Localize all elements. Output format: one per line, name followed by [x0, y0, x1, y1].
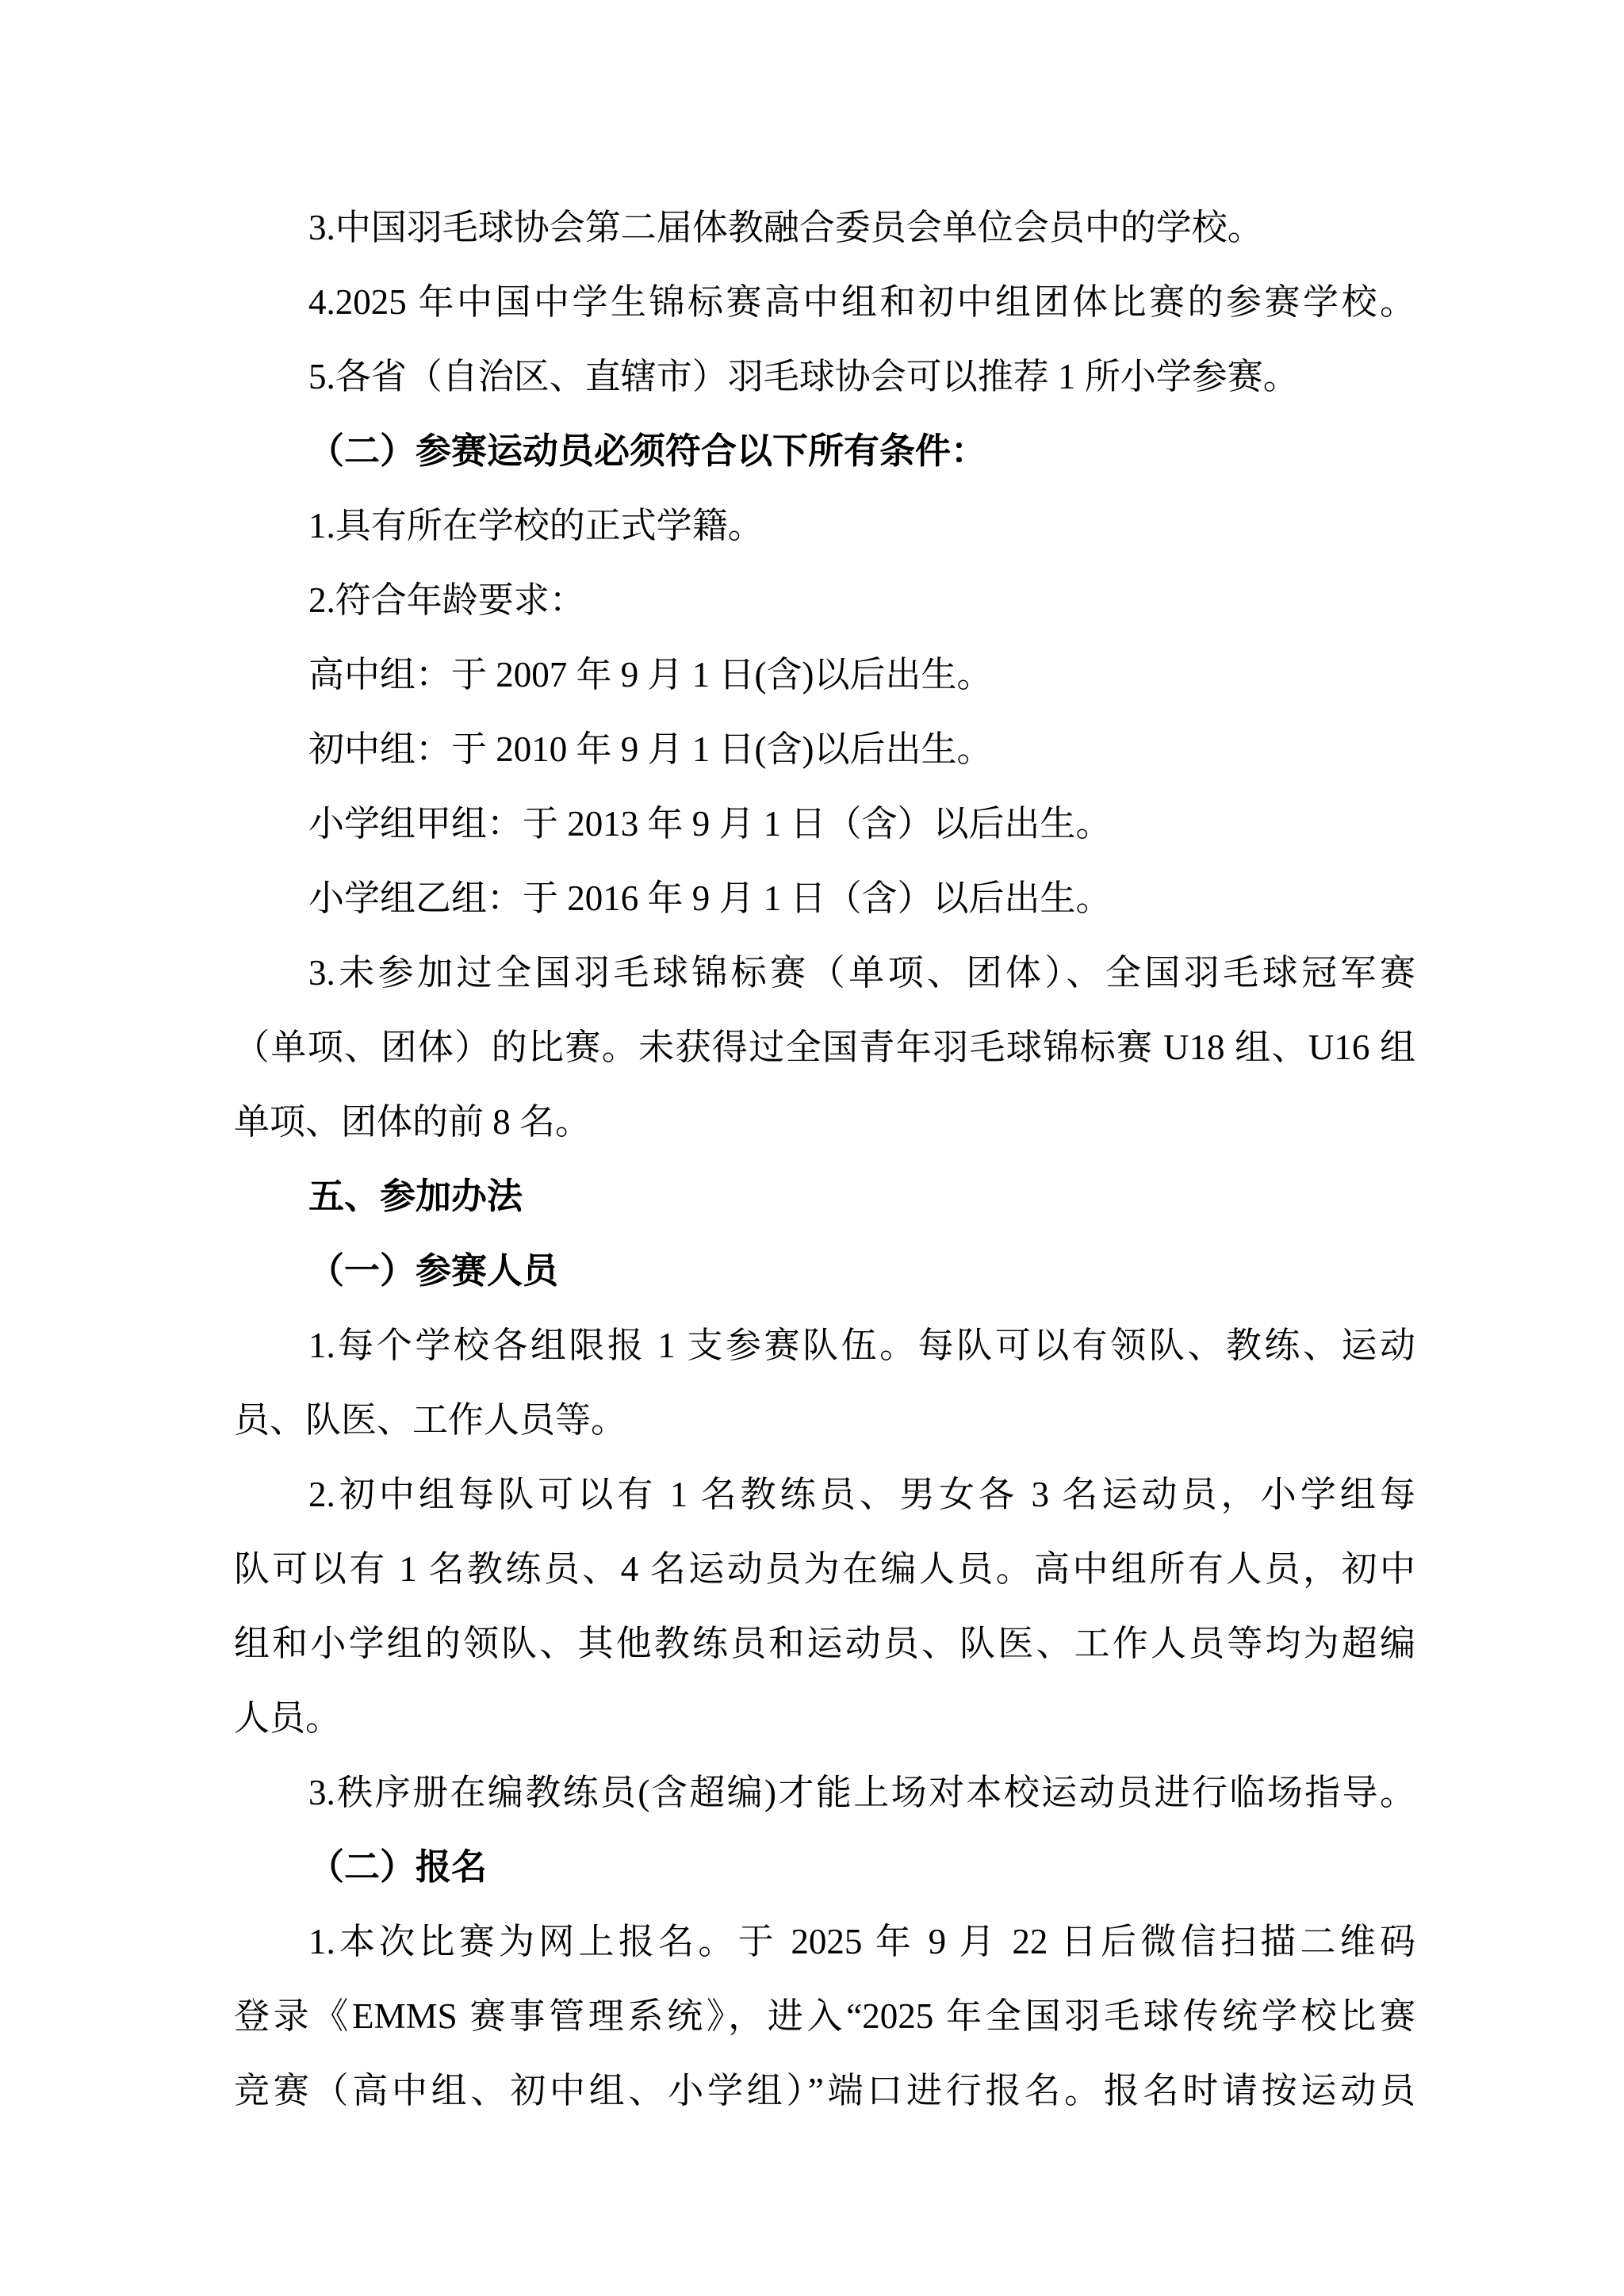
body-text-line: 初中组：于 2010 年 9 月 1 日(含)以后出生。 — [308, 729, 993, 769]
body-text-line: 单项、团体的前 8 名。 — [234, 1102, 592, 1142]
body-text-line: 2.符合年龄要求： — [308, 580, 585, 620]
subheading-line: （二）参赛运动员必须符合以下所有条件： — [308, 431, 987, 471]
body-text-line: 5.各省（自治区、直辖市）羽毛球协会可以推荐 1 所小学参赛。 — [308, 357, 1299, 396]
body-text-line: 1.每个学校各组限报 1 支参赛队伍。每队可以有领队、教练、运动 — [308, 1326, 1415, 1365]
heading-line: 五、参加办法 — [308, 1177, 523, 1216]
subheading-line: （一）参赛人员 — [308, 1251, 559, 1291]
body-text-line: 1.具有所在学校的正式学籍。 — [308, 506, 764, 545]
document-content — [234, 190, 1415, 2128]
body-text-line: 组和小学组的领队、其他教练员和运动员、队医、工作人员等均为超编 — [234, 1624, 1415, 1663]
body-text-line: 队可以有 1 名教练员、4 名运动员为在编人员。高中组所有人员，初中 — [234, 1549, 1415, 1589]
body-text-line: 小学组乙组：于 2016 年 9 月 1 日（含）以后出生。 — [308, 878, 1112, 918]
body-text-line: 1.本次比赛为网上报名。于 2025 年 9 月 22 日后微信扫描二维码 — [308, 1922, 1415, 1961]
body-text-line: （单项、团体）的比赛。未获得过全国青年羽毛球锦标赛 U18 组、U16 组 — [234, 1027, 1415, 1067]
body-text-line: 竞赛（高中组、初中组、小学组）”端口进行报名。报名时请按运动员 — [234, 2071, 1415, 2110]
body-text-line: 登录《EMMS 赛事管理系统》，进入“2025 年全国羽毛球传统学校比赛 — [234, 1996, 1415, 2036]
body-text-line: 3.未参加过全国羽毛球锦标赛（单项、团体）、全国羽毛球冠军赛 — [308, 953, 1415, 993]
body-text-line: 高中组：于 2007 年 9 月 1 日(含)以后出生。 — [308, 655, 993, 695]
subheading-line: （二）报名 — [308, 1847, 488, 1887]
body-text-line: 2.初中组每队可以有 1 名教练员、男女各 3 名运动员，小学组每 — [308, 1475, 1415, 1514]
body-text-line: 人员。 — [234, 1698, 342, 1738]
body-text-line: 3.秩序册在编教练员(含超编)才能上场对本校运动员进行临场指导。 — [308, 1773, 1415, 1812]
body-text-line: 员、队医、工作人员等。 — [234, 1400, 627, 1440]
body-text-line: 小学组甲组：于 2013 年 9 月 1 日（含）以后出生。 — [308, 804, 1112, 844]
body-text-line: 3.中国羽毛球协会第二届体教融合委员会单位会员中的学校。 — [308, 208, 1263, 247]
body-text-line: 4.2025 年中国中学生锦标赛高中组和初中组团体比赛的参赛学校。 — [308, 282, 1415, 322]
